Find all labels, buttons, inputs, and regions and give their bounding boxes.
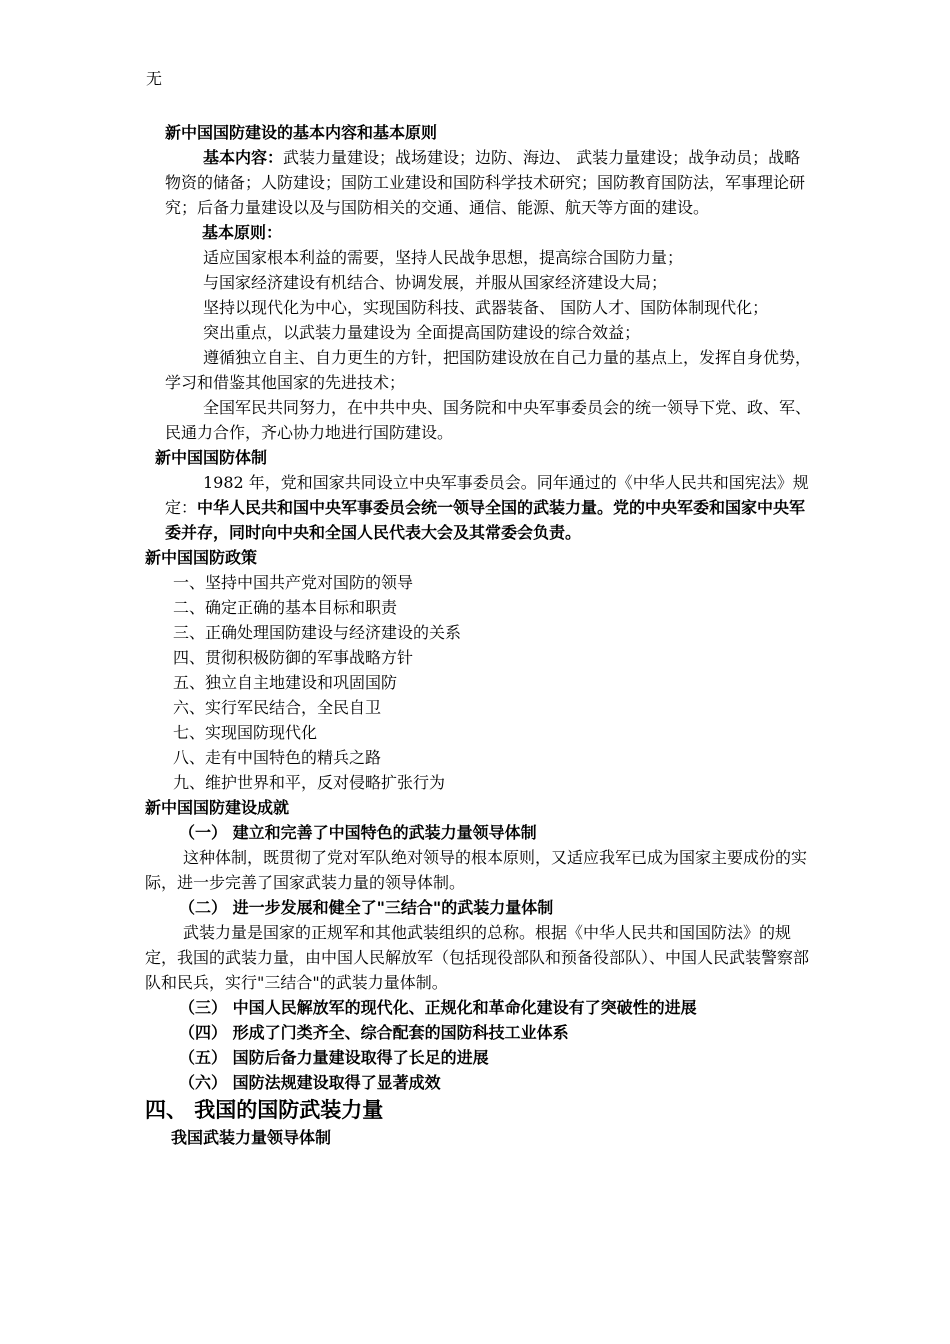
achievement-text: 武装力量是国家的正规军和其他武装组织的总称。根据《中华人民共和国国防法》的规定，我国的武装力量，由中国人民解放军（包括现役部队和预备役部队）、中国人民武装警察部队和民兵，实行"三结合"的武装力量体制。	[145, 923, 810, 992]
chapter-title: 四、 我国的国防武装力量	[145, 1097, 384, 1122]
section-title-system: 新中国国防体制	[155, 448, 268, 467]
basic-principles-label: 基本原则：	[202, 223, 283, 242]
basic-content-text: 武装力量建设；战场建设；边防、海边、 武装力量建设；战争动员；战略物资的储备；人防建设；国防工业建设和国防科学技术研究；国防教育国防法，军事理论研究；后备力量建设以及与国防相关的交通、通信、能源、航天等方面的建设。	[165, 148, 806, 217]
section-title-policy: 新中国国防政策	[145, 548, 258, 567]
policy-item: 四、贯彻积极防御的军事战略方针	[173, 648, 414, 667]
achievement-text: 这种体制，既贯彻了党对军队绝对领导的根本原则，又适应我军已成为国家主要成份的实际，进一步完善了国家武装力量的领导体制。	[145, 848, 808, 892]
principle-item: 全国军民共同努力，在中共中央、国务院和中央军事委员会的统一领导下党、政、军、民通力合作，齐心协力地进行国防建设。	[165, 398, 812, 442]
achievement-heading: （二） 进一步发展和健全了"三结合"的武装力量体制	[179, 898, 554, 917]
policy-item: 三、正确处理国防建设与经济建设的关系	[173, 623, 462, 642]
policy-item: 八、走有中国特色的精兵之路	[173, 748, 382, 767]
section-title-basics: 新中国国防建设的基本内容和基本原则	[165, 123, 438, 142]
achievement-heading: （六） 国防法规建设取得了显著成效	[179, 1073, 441, 1092]
principle-item: 适应国家根本利益的需要，坚持人民战争思想，提高综合国防力量；	[203, 248, 684, 267]
policy-item: 二、确定正确的基本目标和职责	[173, 598, 398, 617]
basic-content-paragraph	[145, 145, 811, 220]
policy-item: 五、独立自主地建设和巩固国防	[173, 673, 398, 692]
principle-item: 突出重点，以武装力量建设为 全面提高国防建设的综合效益；	[203, 323, 641, 342]
principle-item: 遵循独立自主、自力更生的方针，把国防建设放在自己力量的基点上，发挥自身优势，学习和借鉴其他国家的先进技术；	[165, 348, 812, 392]
achievement-heading: （三） 中国人民解放军的现代化、正规化和革命化建设有了突破性的进展	[179, 998, 697, 1017]
basic-content-label: 基本内容：	[203, 148, 284, 167]
principle-item: 与国家经济建设有机结合、协调发展，并服从国家经济建设大局；	[203, 273, 668, 292]
subsection-title: 我国武装力量领导体制	[171, 1128, 332, 1147]
policy-item: 九、维护世界和平，反对侵略扩张行为	[173, 773, 446, 792]
principle-item: 坚持以现代化为中心，实现国防科技、武器装备、 国防人才、国防体制现代化；	[203, 298, 769, 317]
page-header: 无	[146, 69, 163, 88]
policy-item: 一、坚持中国共产党对国防的领导	[173, 573, 414, 592]
system-paragraph	[145, 470, 811, 545]
system-text: 1982 年，党和国家共同设立中央军事委员会。同年通过的《中华人民共和国宪法》规定：	[165, 473, 809, 517]
section-title-achievements: 新中国国防建设成就	[145, 798, 290, 817]
achievement-heading: （一） 建立和完善了中国特色的武装力量领导体制	[179, 823, 537, 842]
policy-item: 六、实行军民结合，全民自卫	[173, 698, 382, 717]
system-text-bold: 中华人民共和国中央军事委员会统一领导全国的武装力量。党的中央军委和国家中央军委并存，同时向中央和全国人民代表大会及其常委会负责。	[165, 498, 806, 542]
document-body	[145, 120, 811, 1150]
achievement-heading: （四） 形成了门类齐全、综合配套的国防科技工业体系	[179, 1023, 569, 1042]
achievement-heading: （五） 国防后备力量建设取得了长足的进展	[179, 1048, 489, 1067]
policy-item: 七、实现国防现代化	[173, 723, 318, 742]
